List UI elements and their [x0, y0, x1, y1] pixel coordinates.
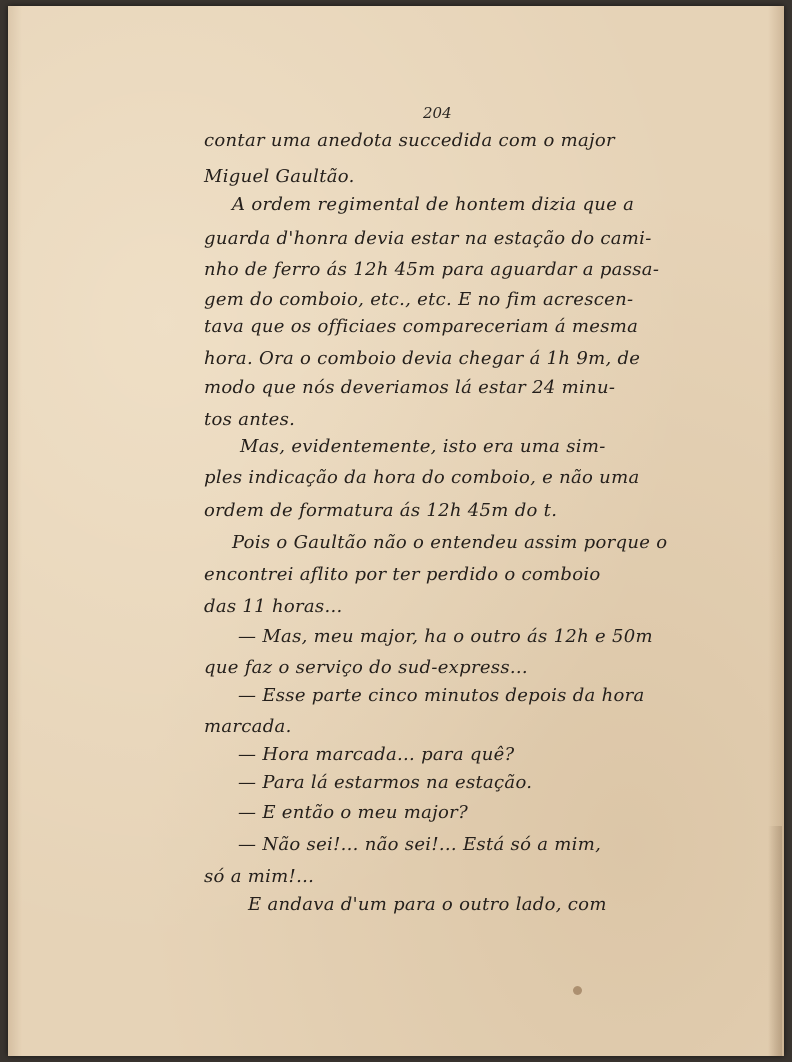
text-line: — Não sei!... não sei!... Está só a mim,: [238, 834, 602, 855]
text-line: — Hora marcada... para quê?: [238, 744, 515, 765]
text-line: Mas, evidentemente, isto era uma sim-: [240, 436, 606, 457]
text-line: tava que os officiaes compareceriam á mesma: [204, 316, 639, 337]
ink-stain: [573, 986, 582, 995]
text-line: — Mas, meu major, ha o outro ás 12h e 50m: [238, 626, 653, 647]
text-line: hora. Ora o comboio devia chegar á 1h 9m, de: [204, 348, 641, 369]
page-crease: [768, 826, 782, 1056]
text-line: A ordem regimental de hontem dizia que a: [232, 194, 635, 215]
text-line: que faz o serviço do sud-express...: [204, 657, 528, 678]
text-line: nho de ferro ás 12h 45m para aguardar a passa-: [204, 259, 660, 280]
text-line: — E então o meu major?: [238, 802, 469, 823]
text-line: marcada.: [204, 716, 292, 737]
text-line: ples indicação da hora do comboio, e não uma: [204, 467, 640, 488]
text-line: tos antes.: [204, 409, 296, 430]
manuscript-page: [8, 6, 784, 1056]
text-line: encontrei aflito por ter perdido o comboio: [204, 564, 601, 585]
text-line: ordem de formatura ás 12h 45m do t.: [204, 500, 558, 521]
page-number: 204: [423, 104, 452, 122]
text-line: modo que nós deveriamos lá estar 24 minu-: [204, 377, 616, 398]
text-line: das 11 horas...: [204, 596, 343, 617]
text-line: guarda d'honra devia estar na estação do cami-: [204, 228, 652, 249]
text-line: — Esse parte cinco minutos depois da hora: [238, 685, 645, 706]
text-line: contar uma anedota succedida com o major: [204, 130, 615, 151]
text-line: E andava d'um para o outro lado, com: [248, 894, 607, 915]
text-line: — Para lá estarmos na estação.: [238, 772, 533, 793]
text-line: gem do comboio, etc., etc. E no fim acrescen-: [204, 289, 634, 310]
text-line: só a mim!...: [204, 866, 315, 887]
text-line: Miguel Gaultão.: [204, 166, 355, 187]
text-line: Pois o Gaultão não o entendeu assim porque o: [232, 532, 668, 553]
